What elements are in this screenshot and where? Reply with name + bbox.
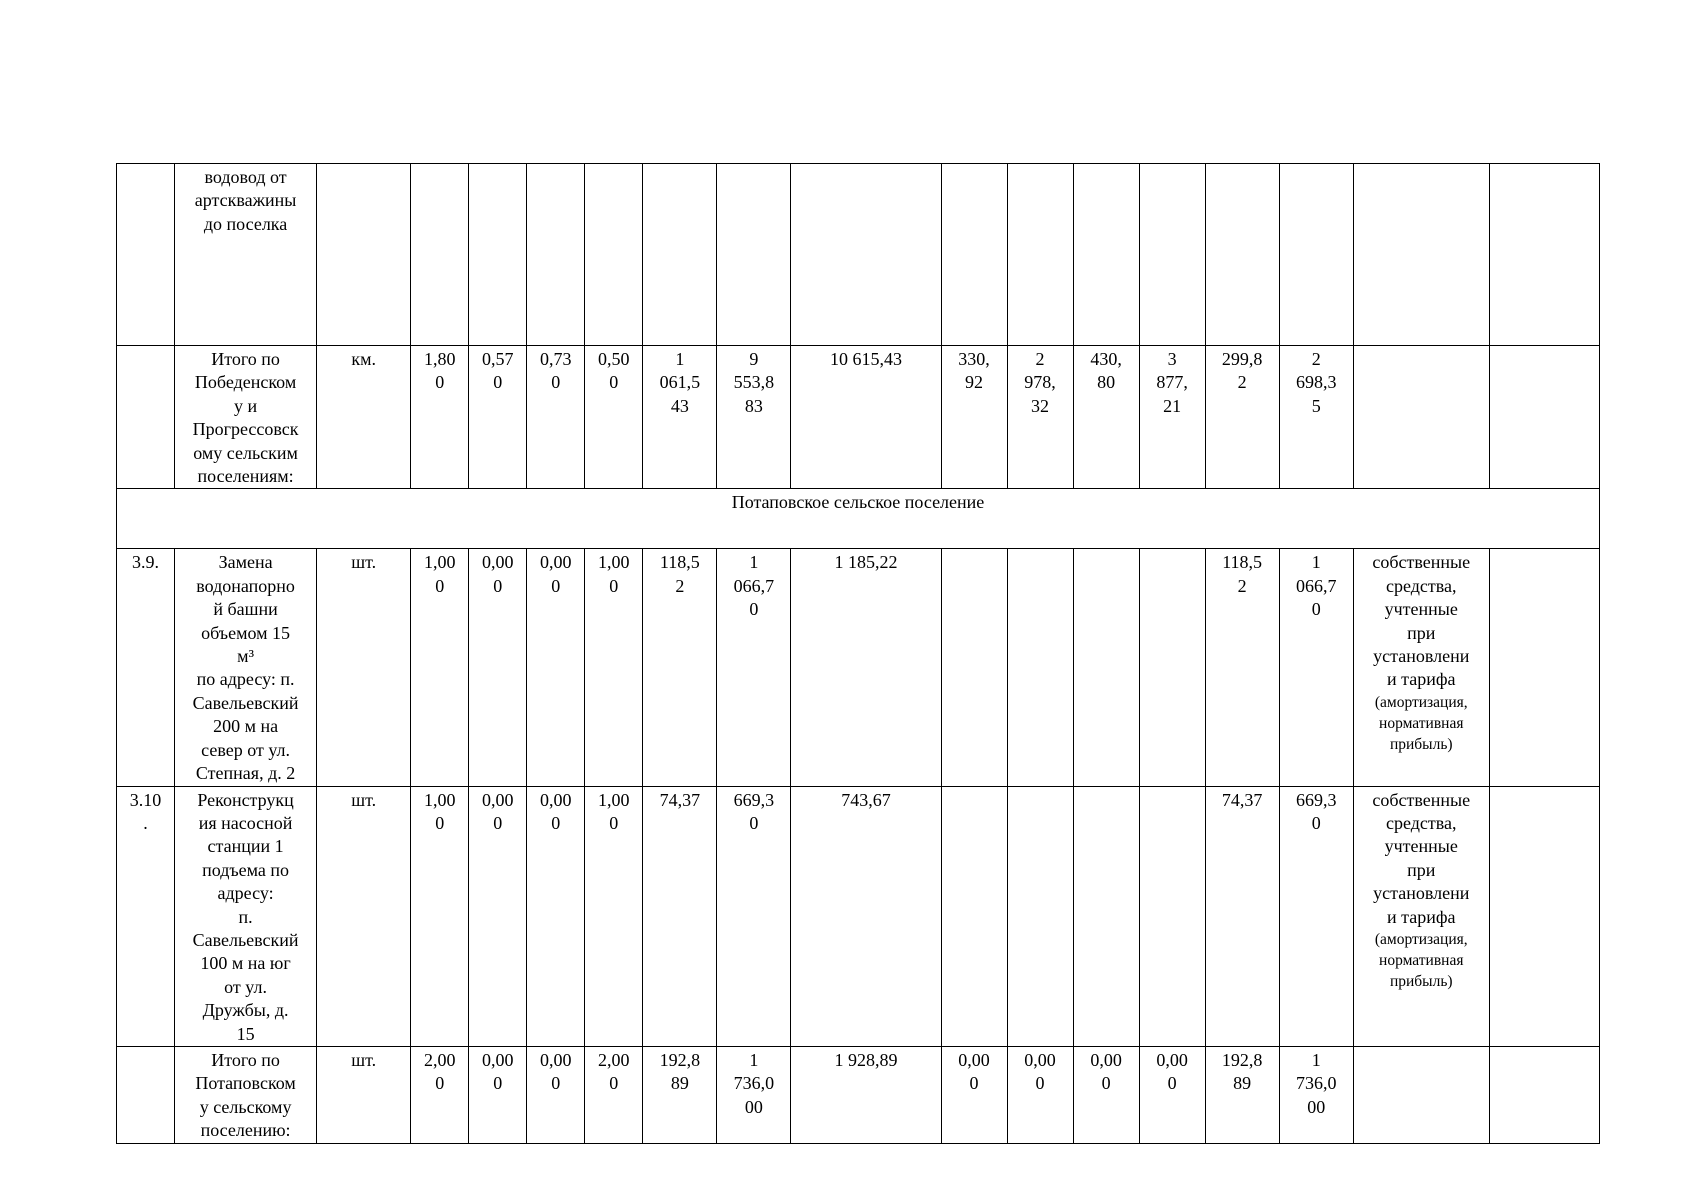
cell-y4: 3 877, 21 <box>1139 346 1205 489</box>
cell-y6: 1 066,7 0 <box>1279 549 1353 786</box>
cell-v4: 1,00 0 <box>585 786 643 1046</box>
investment-table <box>116 163 1600 1144</box>
table-row <box>117 1046 1600 1143</box>
cell-notes <box>1489 1046 1599 1143</box>
cell-y3: 430, 80 <box>1073 346 1139 489</box>
section-title: Потаповское сельское поселение <box>117 489 1600 549</box>
cell-name: Итого по Потаповском у сельскому поселению: <box>175 1046 317 1143</box>
cell-y2 <box>1007 549 1073 786</box>
cell-unit: шт. <box>317 786 411 1046</box>
funding-source-text: собственные средства, учтенные при установлени и тарифа <box>1372 552 1471 690</box>
cell-source <box>1353 1046 1489 1143</box>
cell-name: Замена водонапорно й башни объемом 15 м³ по адресу: п. Савельевский 200 м на север от ул. Степная, д. 2 <box>175 549 317 786</box>
section-row <box>117 489 1600 549</box>
cell-y5 <box>1205 164 1279 346</box>
cell-y1: 0,00 0 <box>941 1046 1007 1143</box>
cell-v3: 0,00 0 <box>527 549 585 786</box>
cell-y5: 118,5 2 <box>1205 549 1279 786</box>
cell-v2: 0,00 0 <box>469 549 527 786</box>
cell-cost-a: 1 061,5 43 <box>643 346 717 489</box>
cell-y3 <box>1073 164 1139 346</box>
cell-total <box>791 164 941 346</box>
cell-y3 <box>1073 786 1139 1046</box>
cell-y6: 2 698,3 5 <box>1279 346 1353 489</box>
cell-cost-a <box>643 164 717 346</box>
cell-v1: 1,00 0 <box>411 786 469 1046</box>
cell-y4: 0,00 0 <box>1139 1046 1205 1143</box>
table-row <box>117 164 1600 346</box>
cell-y4 <box>1139 549 1205 786</box>
funding-source-note: (амортизация, нормативная прибыль) <box>1374 930 1468 990</box>
cell-notes <box>1489 549 1599 786</box>
cell-y2: 2 978, 32 <box>1007 346 1073 489</box>
cell-cost-b: 9 553,8 83 <box>717 346 791 489</box>
cell-cost-b: 1 736,0 00 <box>717 1046 791 1143</box>
cell-y6 <box>1279 164 1353 346</box>
cell-source <box>1353 164 1489 346</box>
cell-v2: 0,57 0 <box>469 346 527 489</box>
cell-y1 <box>941 549 1007 786</box>
cell-v3 <box>527 164 585 346</box>
cell-y2 <box>1007 786 1073 1046</box>
cell-v4: 0,50 0 <box>585 346 643 489</box>
cell-v1: 1,80 0 <box>411 346 469 489</box>
cell-source <box>1353 786 1489 1046</box>
cell-num: 3.9. <box>117 549 175 786</box>
cell-unit: шт. <box>317 1046 411 1143</box>
cell-cost-a: 192,8 89 <box>643 1046 717 1143</box>
cell-y1: 330, 92 <box>941 346 1007 489</box>
cell-v3: 0,73 0 <box>527 346 585 489</box>
cell-cost-b: 669,3 0 <box>717 786 791 1046</box>
cell-y6: 669,3 0 <box>1279 786 1353 1046</box>
cell-num <box>117 1046 175 1143</box>
cell-y2: 0,00 0 <box>1007 1046 1073 1143</box>
funding-source-note: (амортизация, нормативная прибыль) <box>1374 693 1468 753</box>
cell-unit <box>317 164 411 346</box>
cell-v4: 1,00 0 <box>585 549 643 786</box>
cell-v3: 0,00 0 <box>527 786 585 1046</box>
cell-name: водовод от артскважины до поселка <box>175 164 317 346</box>
cell-v2 <box>469 164 527 346</box>
cell-v4 <box>585 164 643 346</box>
cell-cost-a: 74,37 <box>643 786 717 1046</box>
cell-unit: км. <box>317 346 411 489</box>
cell-name: Реконструкц ия насосной станции 1 подъема по адресу: п. Савельевский 100 м на юг от ул. Дружбы, д. 15 <box>175 786 317 1046</box>
cell-y2 <box>1007 164 1073 346</box>
table-row <box>117 549 1600 786</box>
cell-total: 10 615,43 <box>791 346 941 489</box>
cell-cost-b: 1 066,7 0 <box>717 549 791 786</box>
cell-notes <box>1489 786 1599 1046</box>
cell-num <box>117 164 175 346</box>
cell-num: 3.10 . <box>117 786 175 1046</box>
cell-y1 <box>941 786 1007 1046</box>
cell-v1: 2,00 0 <box>411 1046 469 1143</box>
table-row <box>117 786 1600 1046</box>
cell-y5: 74,37 <box>1205 786 1279 1046</box>
cell-total: 743,67 <box>791 786 941 1046</box>
cell-total: 1 185,22 <box>791 549 941 786</box>
cell-unit: шт. <box>317 549 411 786</box>
cell-v3: 0,00 0 <box>527 1046 585 1143</box>
cell-v1: 1,00 0 <box>411 549 469 786</box>
cell-y1 <box>941 164 1007 346</box>
cell-name: Итого по Победенском у и Прогрессовск ому сельским поселениям: <box>175 346 317 489</box>
cell-v2: 0,00 0 <box>469 1046 527 1143</box>
cell-num <box>117 346 175 489</box>
cell-source <box>1353 346 1489 489</box>
cell-y5: 192,8 89 <box>1205 1046 1279 1143</box>
cell-cost-b <box>717 164 791 346</box>
cell-v2: 0,00 0 <box>469 786 527 1046</box>
table-row <box>117 346 1600 489</box>
cell-cost-a: 118,5 2 <box>643 549 717 786</box>
cell-total: 1 928,89 <box>791 1046 941 1143</box>
cell-y4 <box>1139 164 1205 346</box>
cell-y5: 299,8 2 <box>1205 346 1279 489</box>
funding-source-text: собственные средства, учтенные при установлени и тарифа <box>1372 789 1471 927</box>
cell-notes <box>1489 346 1599 489</box>
cell-y6: 1 736,0 00 <box>1279 1046 1353 1143</box>
cell-y3: 0,00 0 <box>1073 1046 1139 1143</box>
cell-notes <box>1489 164 1599 346</box>
cell-y3 <box>1073 549 1139 786</box>
cell-v4: 2,00 0 <box>585 1046 643 1143</box>
cell-y4 <box>1139 786 1205 1046</box>
cell-v1 <box>411 164 469 346</box>
cell-source <box>1353 549 1489 786</box>
